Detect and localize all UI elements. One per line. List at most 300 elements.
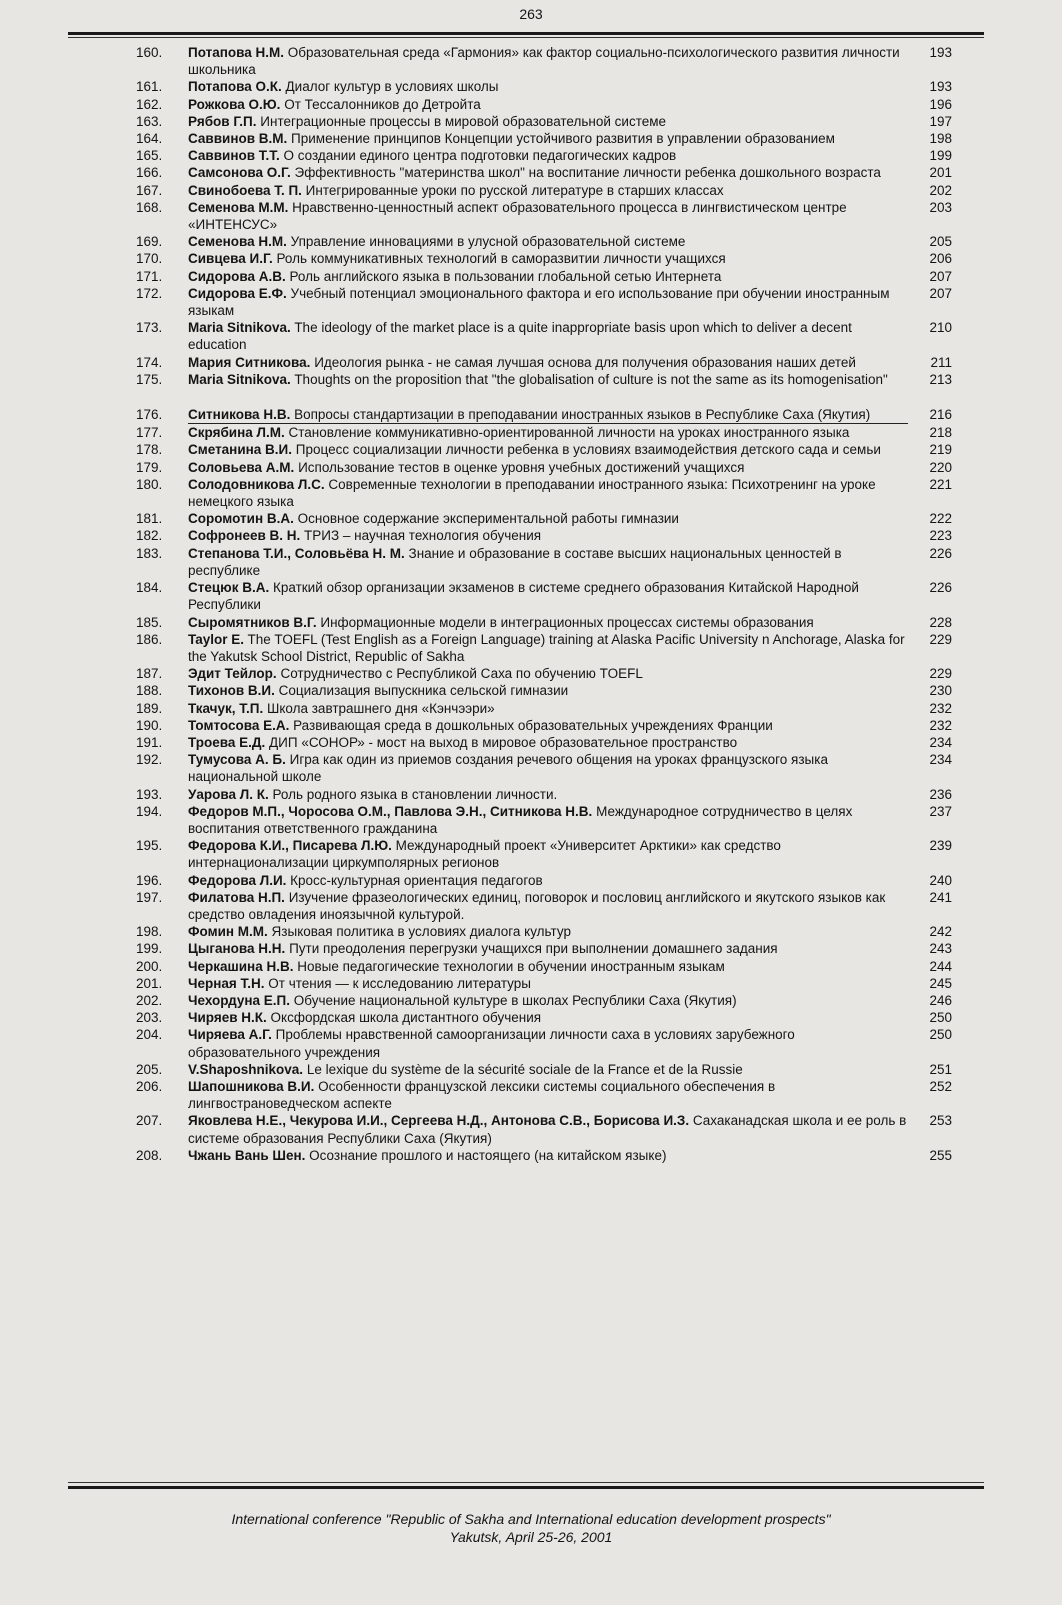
entry-text xyxy=(188,1026,908,1060)
footer-place-date: Yakutsk, April 25-26, 2001 xyxy=(449,1529,613,1545)
entry-page: 237 xyxy=(929,803,952,819)
entry-text xyxy=(188,940,908,957)
table-of-contents xyxy=(68,44,984,1164)
entry-number: 194. xyxy=(136,803,163,819)
entry-number: 178. xyxy=(136,442,163,458)
entry-title: Школа завтрашнего дня «Кэнчээри» xyxy=(266,700,495,716)
entry-number: 206. xyxy=(136,1078,163,1094)
entry-title: Развивающая среда в дошкольных образовательных учреждениях Франции xyxy=(293,717,773,733)
toc-entry xyxy=(68,940,984,957)
entry-author: Рябов Г.П. xyxy=(188,113,257,129)
entry-text xyxy=(188,786,908,803)
toc-entry xyxy=(68,354,984,371)
entry-number: 201. xyxy=(136,975,163,991)
entry-page: 251 xyxy=(929,1061,952,1077)
entry-page: 232 xyxy=(929,700,952,716)
entry-text xyxy=(188,527,908,544)
entry-text xyxy=(188,182,908,199)
entry-author: Семенова М.М. xyxy=(188,199,289,215)
entry-text xyxy=(188,164,908,181)
toc-entry xyxy=(68,476,984,510)
entry-author: Тумусова А. Б. xyxy=(188,752,286,768)
toc-entry xyxy=(68,164,984,181)
entry-author: Троева Е.Д. xyxy=(188,734,266,750)
toc-entry xyxy=(68,682,984,699)
entry-page: 245 xyxy=(929,975,952,991)
entry-text xyxy=(188,889,908,923)
entry-text xyxy=(188,614,908,631)
entry-number: 162. xyxy=(136,96,163,112)
entry-author: Сидорова А.В. xyxy=(188,268,286,284)
toc-entry xyxy=(68,130,984,147)
entry-page: 221 xyxy=(929,476,952,492)
entry-text xyxy=(188,872,908,889)
entry-title: Учебный потенциал эмоционального фактора и его использование при обучении иностранным языкам xyxy=(188,285,890,319)
entry-number: 180. xyxy=(136,476,163,492)
entry-number: 207. xyxy=(136,1113,163,1129)
entry-page: 196 xyxy=(929,96,952,112)
entry-page: 211 xyxy=(930,354,952,370)
entry-author: Федорова К.И., Писарева Л.Ю. xyxy=(188,838,392,854)
entry-author: Чжань Вань Шен. xyxy=(188,1147,306,1163)
entry-text xyxy=(188,734,908,751)
entry-number: 176. xyxy=(136,407,163,423)
entry-title: О создании единого центра подготовки педагогических кадров xyxy=(283,148,677,164)
entry-text xyxy=(188,1078,908,1112)
toc-entry xyxy=(68,889,984,923)
entry-title: Процесс социализации личности ребенка в условиях взаимодействия детского сада и семьи xyxy=(295,442,881,458)
entry-number: 196. xyxy=(136,872,163,888)
entry-number: 182. xyxy=(136,528,163,544)
entry-page: 223 xyxy=(929,528,952,544)
entry-text xyxy=(188,250,908,267)
toc-entry xyxy=(68,700,984,717)
entry-text xyxy=(188,545,908,579)
entry-text xyxy=(188,371,908,388)
entry-title: Языковая политика в условиях диалога культур xyxy=(271,924,571,940)
entry-title: Краткий обзор организации экзаменов в системе среднего образования Китайской Народной Республики xyxy=(188,580,859,613)
entry-author: Самсонова О.Г. xyxy=(188,165,291,181)
entry-title: Основное содержание экспериментальной работы гимназии xyxy=(297,511,679,527)
entry-title: Роль родного языка в становлении личности. xyxy=(272,786,558,802)
entry-text xyxy=(188,78,908,95)
entry-page: 228 xyxy=(929,614,952,630)
entry-author: Чиряев Н.К. xyxy=(188,1010,267,1026)
entry-title: Применение принципов Концепции устойчивого развития в управлении образованием xyxy=(291,131,835,147)
entry-author: Черкашина Н.В. xyxy=(188,958,294,974)
toc-entry xyxy=(68,1112,984,1146)
entry-text xyxy=(188,700,908,717)
entry-title: Изучение фразеологических единиц, поговорок и пословиц английского и якутского языков как средство овладения иноязычной культурой. xyxy=(188,889,886,922)
entry-author: Потапова Н.М. xyxy=(188,45,285,60)
entry-text xyxy=(188,803,908,837)
entry-page: 234 xyxy=(929,734,952,750)
toc-entry xyxy=(68,147,984,164)
entry-number: 179. xyxy=(136,459,163,475)
toc-entry xyxy=(68,233,984,250)
entry-title: Нравственно-ценностный аспект образовательного процесса в лингвистическом центре «ИНТЕНСУС» xyxy=(188,199,847,233)
entry-title: Вопросы стандартизации в преподавании иностранных языков в Республике Саха (Якутия) xyxy=(294,407,871,423)
entry-title: Обучение национальной культуре в школах Республики Саха (Якутия) xyxy=(293,992,737,1008)
toc-entry xyxy=(68,734,984,751)
entry-title: ДИП «СОНОР» - мост на выход в мировое образовательное пространство xyxy=(269,734,738,750)
toc-entry xyxy=(68,96,984,113)
entry-author: Яковлева Н.Е., Чекурова И.И., Сергеева Н.Д., Антонова С.В., Борисова И.З. xyxy=(188,1113,690,1129)
toc-entry xyxy=(68,459,984,476)
entry-author: Maria Sitnikova. xyxy=(188,320,291,336)
toc-entry xyxy=(68,268,984,285)
entry-text xyxy=(188,1009,908,1026)
entry-author: Ткачук, Т.П. xyxy=(188,700,264,716)
entry-number: 205. xyxy=(136,1061,163,1077)
entry-number: 171. xyxy=(136,268,163,284)
entry-text xyxy=(188,975,908,992)
entry-author: Ситникова Н.В. xyxy=(188,407,291,423)
entry-author: Федоров М.П., Чоросова О.М., Павлова Э.Н., Ситникова Н.В. xyxy=(188,803,593,819)
entry-page: 243 xyxy=(929,941,952,957)
entry-page: 199 xyxy=(929,148,952,164)
entry-text xyxy=(188,199,908,233)
entry-title: Le lexique du système de la sécurité sociale de la France et de la Russie xyxy=(306,1061,743,1077)
toc-entry xyxy=(68,545,984,579)
entry-title: The ideology of the market place is a quite inappropriate basis upon which to deliver a decent education xyxy=(188,320,852,353)
entry-author: Сыромятников В.Г. xyxy=(188,614,317,630)
toc-entry xyxy=(68,406,984,424)
entry-page: 252 xyxy=(929,1078,952,1094)
entry-author: Сидорова Е.Ф. xyxy=(188,285,287,301)
entry-author: Эдит Тейлор. xyxy=(188,666,277,682)
entry-author: Томтосова Е.А. xyxy=(188,717,290,733)
entry-text xyxy=(188,751,908,785)
entry-number: 203. xyxy=(136,1010,163,1026)
entry-text xyxy=(188,682,908,699)
entry-text xyxy=(188,285,908,319)
toc-entry xyxy=(68,992,984,1009)
entry-title: Интеграционные процессы в мировой образовательной системе xyxy=(260,113,667,129)
entry-number: 164. xyxy=(136,131,163,147)
top-rule-thin xyxy=(68,37,984,38)
entry-number: 193. xyxy=(136,786,163,802)
entry-page: 246 xyxy=(929,992,952,1008)
entry-title: ТРИЗ – научная технология обучения xyxy=(304,528,542,544)
entry-number: 174. xyxy=(136,354,163,370)
entry-number: 160. xyxy=(136,45,163,60)
toc-entry xyxy=(68,527,984,544)
entry-text xyxy=(188,424,908,441)
entry-number: 175. xyxy=(136,371,163,387)
toc-entry xyxy=(68,424,984,441)
entry-number: 163. xyxy=(136,113,163,129)
entry-title: Сахаканадская школа и ее роль в системе образования Республики Саха (Якутия) xyxy=(188,1113,907,1146)
toc-entry xyxy=(68,786,984,803)
entry-author: Фомин М.М. xyxy=(188,924,268,940)
entry-title: Игра как один из приемов создания речевого общения на уроках французского языка национальной школе xyxy=(188,752,828,785)
entry-text xyxy=(188,44,908,78)
entry-text xyxy=(188,130,908,147)
entry-page: 242 xyxy=(929,924,952,940)
entry-author: Солодовникова Л.С. xyxy=(188,476,325,492)
entry-number: 181. xyxy=(136,511,163,527)
entry-author: Саввинов Т.Т. xyxy=(188,148,280,164)
entry-text xyxy=(188,441,908,458)
entry-text xyxy=(188,837,908,871)
entry-page: 236 xyxy=(929,786,952,802)
entry-number: 168. xyxy=(136,199,163,215)
entry-title: Международное сотрудничество в целях воспитания ответственного гражданина xyxy=(188,803,853,836)
entry-title: Эффективность "материнства школ" на воспитание личности ребенка дошкольного возраста xyxy=(294,165,881,181)
entry-page: 207 xyxy=(929,285,952,301)
entry-page: 210 xyxy=(929,320,952,336)
entry-number: 184. xyxy=(136,580,163,596)
toc-entry xyxy=(68,319,984,353)
toc-entry xyxy=(68,631,984,665)
entry-title: От Тессалонников до Детройта xyxy=(284,96,481,112)
entry-number: 172. xyxy=(136,285,163,301)
entry-title: Становление коммуникативно-ориентированной личности на уроках иностранного языка xyxy=(288,425,850,441)
entry-text xyxy=(188,459,908,476)
entry-page: 234 xyxy=(929,752,952,768)
entry-title: Thoughts on the proposition that "the globalisation of culture is not the same as its homogenisation" xyxy=(294,371,888,387)
entry-number: 197. xyxy=(136,889,163,905)
toc-entry xyxy=(68,751,984,785)
entry-author: Федорова Л.И. xyxy=(188,872,287,888)
entry-page: 226 xyxy=(929,580,952,596)
entry-page: 250 xyxy=(929,1010,952,1026)
toc-entry xyxy=(68,803,984,837)
entry-page: 206 xyxy=(929,251,952,267)
toc-entry xyxy=(68,1009,984,1026)
entry-text xyxy=(188,476,908,510)
entry-author: Филатова Н.П. xyxy=(188,889,285,905)
entry-author: Соромотин В.А. xyxy=(188,511,294,527)
entry-text xyxy=(188,96,908,113)
entry-title: От чтения — к исследованию литературы xyxy=(268,975,531,991)
entry-page: 232 xyxy=(929,717,952,733)
entry-page: 201 xyxy=(929,165,952,181)
entry-page: 229 xyxy=(929,666,952,682)
entry-title: Кросс-культурная ориентация педагогов xyxy=(290,872,543,888)
entry-title: The TOEFL (Test English as a Foreign Language) training at Alaska Pacific University n Anchorage, Alaska for the Yakutsk School District, Republic of Sakha xyxy=(188,631,905,664)
entry-number: 188. xyxy=(136,683,163,699)
entry-number: 204. xyxy=(136,1027,163,1043)
entry-number: 199. xyxy=(136,941,163,957)
entry-title: Современные технологии в преподавании иностранного языка: Психотренинг на уроке немецкого языка xyxy=(188,476,876,510)
top-rule xyxy=(68,32,984,35)
entry-author: Уарова Л. К. xyxy=(188,786,269,802)
toc-entry xyxy=(68,44,984,78)
entry-author: Стецюк В.А. xyxy=(188,580,270,596)
entry-title: Проблемы нравственной самоорганизации личности саха в условиях зарубежного образовательного учреждения xyxy=(188,1027,795,1060)
entry-number: 187. xyxy=(136,666,163,682)
entry-number: 169. xyxy=(136,234,163,250)
entry-text xyxy=(188,1061,908,1078)
entry-page: 240 xyxy=(929,872,952,888)
entry-number: 191. xyxy=(136,734,163,750)
entry-text xyxy=(188,1112,908,1146)
entry-page: 218 xyxy=(929,425,952,441)
entry-author: Потапова О.К. xyxy=(188,79,282,95)
entry-author: Мария Ситникова. xyxy=(188,354,311,370)
toc-entry xyxy=(68,78,984,95)
bottom-rule xyxy=(68,1486,984,1489)
toc-entry xyxy=(68,285,984,319)
entry-author: Рожкова О.Ю. xyxy=(188,96,281,112)
entry-page: 250 xyxy=(929,1027,952,1043)
entry-number: 173. xyxy=(136,320,163,336)
toc-entry xyxy=(68,872,984,889)
entry-number: 186. xyxy=(136,631,163,647)
entry-number: 202. xyxy=(136,992,163,1008)
entry-text xyxy=(188,510,908,527)
toc-entry xyxy=(68,113,984,130)
entry-number: 161. xyxy=(136,79,163,95)
entry-number: 200. xyxy=(136,958,163,974)
entry-page: 193 xyxy=(929,79,952,95)
entry-author: Taylor E. xyxy=(188,631,245,647)
entry-author: Семенова Н.М. xyxy=(188,234,287,250)
toc-entry xyxy=(68,1026,984,1060)
entry-text xyxy=(188,233,908,250)
entry-page: 244 xyxy=(929,958,952,974)
toc-entry xyxy=(68,975,984,992)
entry-page: 219 xyxy=(929,442,952,458)
entry-number: 170. xyxy=(136,251,163,267)
toc-entry xyxy=(68,510,984,527)
entry-author: Свинобоева Т. П. xyxy=(188,182,302,198)
entry-page: 203 xyxy=(929,199,952,215)
page-number: 263 xyxy=(519,6,543,22)
entry-number: 183. xyxy=(136,545,163,561)
entry-number: 167. xyxy=(136,182,163,198)
entry-title: Роль английского языка в пользовании глобальной сетью Интернета xyxy=(289,268,722,284)
entry-number: 165. xyxy=(136,148,163,164)
entry-author: Чиряева А.Г. xyxy=(188,1027,272,1043)
toc-entry xyxy=(68,837,984,871)
entry-title: Информационные модели в интеграционных процессах системы образования xyxy=(320,614,814,630)
entry-page: 197 xyxy=(929,113,952,129)
entry-page: 216 xyxy=(929,407,952,423)
entry-text xyxy=(188,579,908,613)
entry-page: 222 xyxy=(929,511,952,527)
entry-author: Софронеев В. Н. xyxy=(188,528,301,544)
entry-page: 202 xyxy=(929,182,952,198)
toc-entry xyxy=(68,958,984,975)
entry-title: Пути преодоления перегрузки учащихся при выполнении домашнего задания xyxy=(289,941,778,957)
entry-title: Социализация выпускника сельской гимназии xyxy=(278,683,569,699)
entry-title: Управление инновациями в улусной образовательной системе xyxy=(290,234,686,250)
toc-entry xyxy=(68,923,984,940)
entry-title: Идеология рынка - не самая лучшая основа для получения образования наших детей xyxy=(314,354,856,370)
entry-number: 166. xyxy=(136,165,163,181)
toc-entry xyxy=(68,665,984,682)
toc-entry xyxy=(68,371,984,388)
entry-title: Особенности французской лексики системы социального обеспечения в лингвострановедческом аспекте xyxy=(188,1078,776,1112)
toc-entry xyxy=(68,1061,984,1078)
entry-title: Осознание прошлого и настоящего (на китайском языке) xyxy=(309,1147,667,1163)
entry-text xyxy=(188,717,908,734)
entry-number: 208. xyxy=(136,1147,163,1163)
entry-number: 190. xyxy=(136,717,163,733)
toc-entry xyxy=(68,614,984,631)
entry-text xyxy=(188,923,908,940)
entry-number: 195. xyxy=(136,838,163,854)
entry-text xyxy=(188,354,908,371)
entry-text xyxy=(188,113,908,130)
entry-page: 241 xyxy=(929,889,952,905)
toc-entry xyxy=(68,182,984,199)
toc-entry xyxy=(68,579,984,613)
entry-text xyxy=(188,665,908,682)
toc-entry xyxy=(68,441,984,458)
entry-author: Чехордуна Е.П. xyxy=(188,992,291,1008)
entry-title: Интегрированные уроки по русской литературе в старших классах xyxy=(305,182,724,198)
entry-text xyxy=(188,319,908,353)
entry-title: Оксфордская школа дистантного обучения xyxy=(270,1010,542,1026)
toc-entry xyxy=(68,1147,984,1164)
entry-page: 255 xyxy=(929,1147,952,1163)
entry-author: Саввинов В.М. xyxy=(188,131,288,147)
entry-number: 185. xyxy=(136,614,163,630)
entry-title: Новые педагогические технологии в обучении иностранным языкам xyxy=(297,958,725,974)
entry-author: V.Shaposhnikova. xyxy=(188,1061,304,1077)
entry-number: 189. xyxy=(136,700,163,716)
footer xyxy=(0,1510,1062,1546)
entry-page: 220 xyxy=(929,459,952,475)
entry-author: Соловьева А.М. xyxy=(188,459,295,475)
entry-number: 177. xyxy=(136,425,163,441)
entry-page: 193 xyxy=(929,45,952,60)
entry-text xyxy=(188,147,908,164)
footer-conference: International conference "Republic of Sakha and International education development prospects" xyxy=(231,1511,831,1527)
entry-author: Цыганова Н.Н. xyxy=(188,941,286,957)
entry-title: Диалог культур в условиях школы xyxy=(285,79,499,95)
entry-author: Сивцева И.Г. xyxy=(188,251,273,267)
bottom-rule-thin xyxy=(68,1482,984,1483)
toc-entry xyxy=(68,1078,984,1112)
toc-entry xyxy=(68,717,984,734)
entry-title: Сотрудничество с Республикой Саха по обучению TOEFL xyxy=(280,666,643,682)
entry-text xyxy=(188,268,908,285)
entry-text xyxy=(188,958,908,975)
entry-page: 229 xyxy=(929,631,952,647)
entry-page: 226 xyxy=(929,545,952,561)
entry-text xyxy=(188,406,908,424)
entry-number: 192. xyxy=(136,752,163,768)
entry-number: 198. xyxy=(136,924,163,940)
entry-text xyxy=(188,1147,908,1164)
entry-title: Роль коммуникативных технологий в саморазвитии личности учащихся xyxy=(276,251,726,267)
entry-text xyxy=(188,631,908,665)
entry-author: Сметанина В.И. xyxy=(188,442,293,458)
entry-title: Знание и образование в составе высших национальных ценностей в республике xyxy=(188,545,842,578)
entry-author: Скрябина Л.М. xyxy=(188,425,285,441)
entry-author: Черная Т.Н. xyxy=(188,975,265,991)
entry-page: 230 xyxy=(929,683,952,699)
entry-text xyxy=(188,992,908,1009)
entry-page: 205 xyxy=(929,234,952,250)
toc-entry xyxy=(68,250,984,267)
entry-author: Тихонов В.И. xyxy=(188,683,275,699)
entry-author: Степанова Т.И., Соловьёва Н. М. xyxy=(188,545,405,561)
entry-author: Maria Sitnikova. xyxy=(188,371,291,387)
toc-entry xyxy=(68,199,984,233)
entry-author: Шапошникова В.И. xyxy=(188,1078,315,1094)
entry-title: Образовательная среда «Гармония» как фактор социально-психологического развития личности школьника xyxy=(188,45,900,78)
entry-title: Международный проект «Университет Арктики» как средство интернационализации циркумполярных регионов xyxy=(188,838,781,871)
entry-page: 253 xyxy=(929,1113,952,1129)
entry-page: 198 xyxy=(929,131,952,147)
entry-page: 213 xyxy=(929,371,952,387)
